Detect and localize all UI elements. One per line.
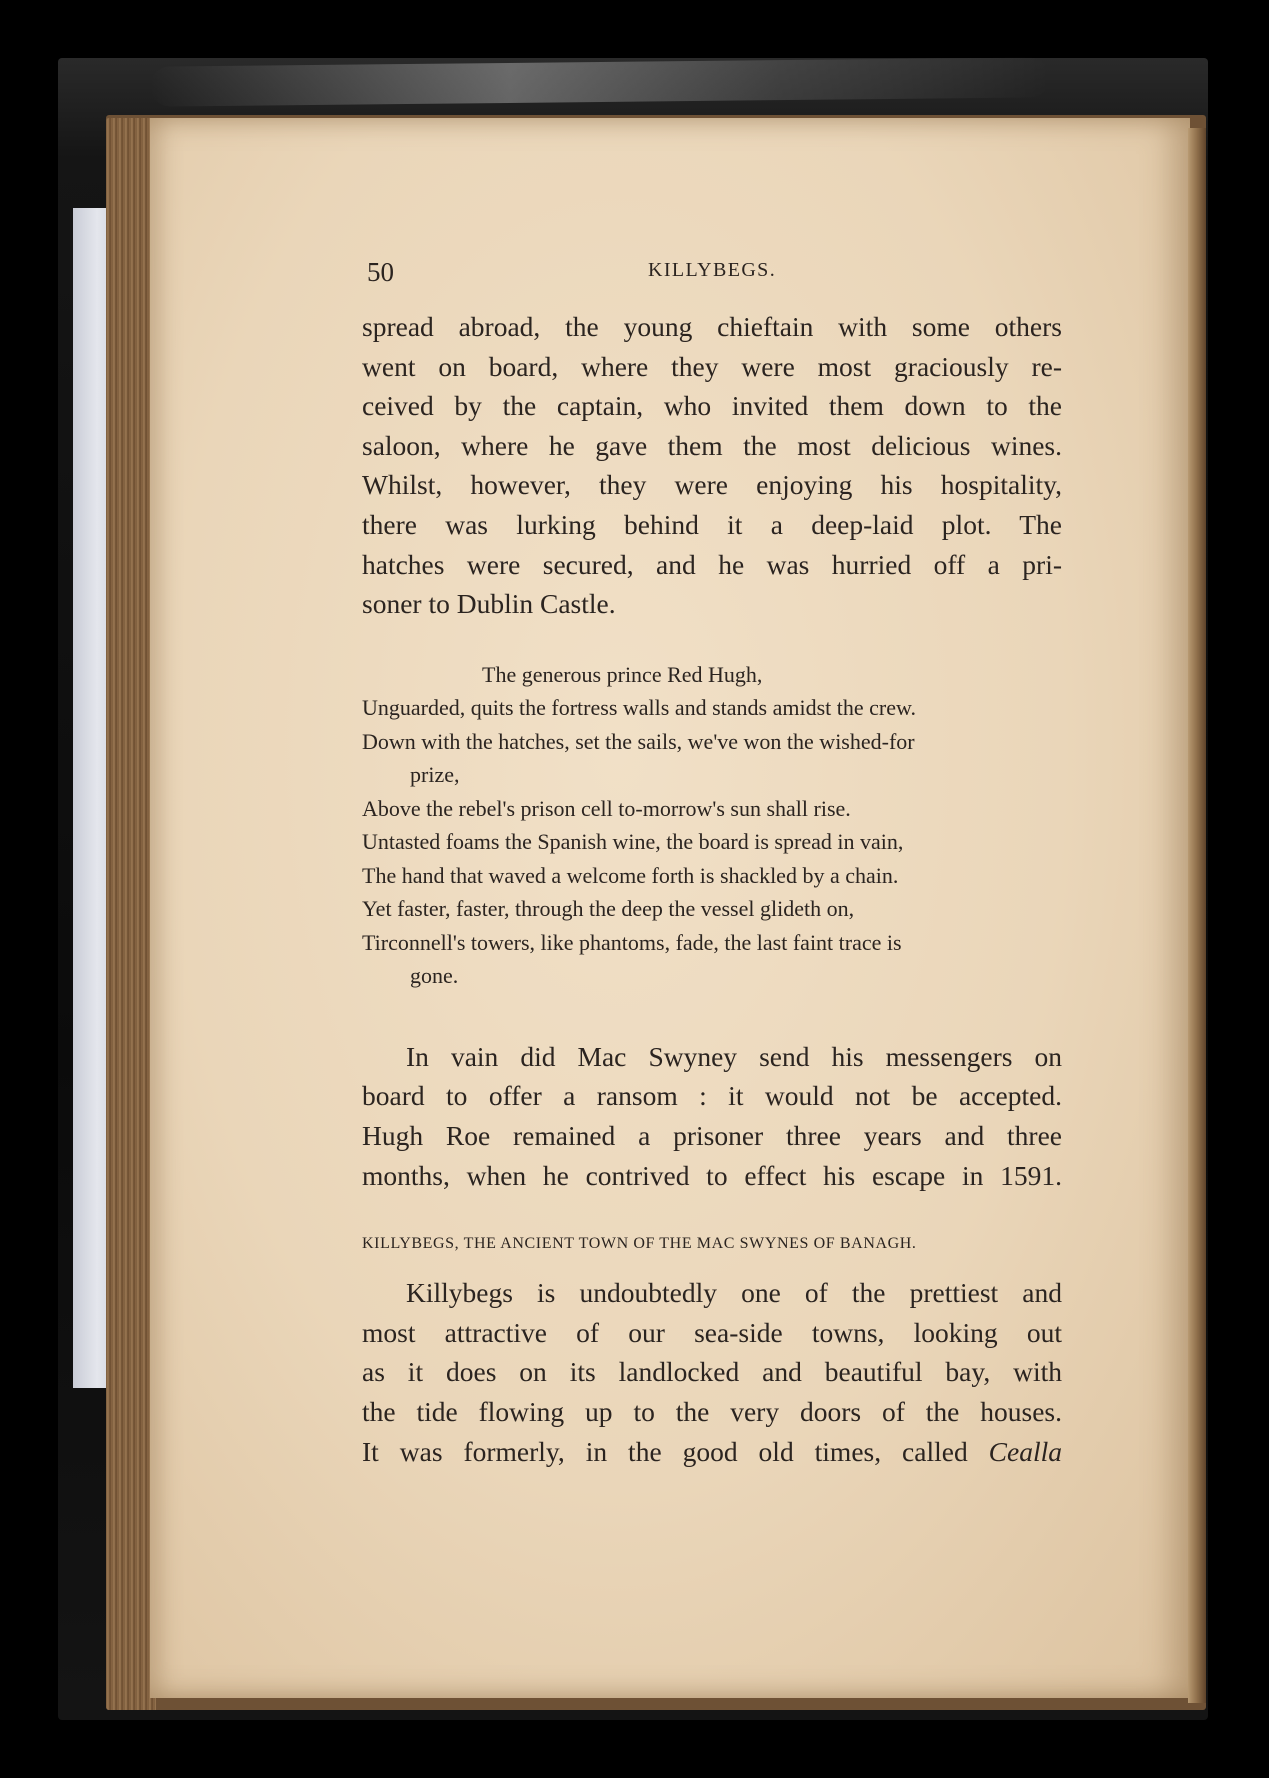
running-title: KILLYBEGS. — [648, 259, 777, 281]
running-head — [362, 255, 1062, 289]
paragraph-3 — [362, 1273, 1062, 1471]
poem-line: Unguarded, quits the fortress walls and stands amidst the crew. — [362, 695, 916, 721]
text-line: ceived by the captain, who invited them down to the — [362, 390, 1062, 422]
text-line: Whilst, however, they were enjoying his hospitality, — [362, 469, 1062, 501]
poem-line: Above the rebel's prison cell to-morrow's sun shall rise. — [362, 795, 851, 821]
section-heading: KILLYBEGS, THE ANCIENT TOWN OF THE MAC SWYNES OF BANAGH. — [362, 1235, 917, 1253]
poem-line: Untasted foams the Spanish wine, the board is spread in vain, — [362, 829, 904, 855]
paragraph-1 — [362, 307, 1062, 624]
text-fragment: It was formerly, in the good old times, called — [362, 1435, 968, 1467]
poem-line: prize, — [410, 762, 460, 788]
poem-line: The hand that waved a welcome forth is shackled by a chain. — [362, 862, 899, 888]
text-line: months, when he contrived to effect his escape in 1591. — [362, 1159, 1062, 1191]
text-line: In vain did Mac Swyney send his messengers on — [406, 1040, 1062, 1072]
text-line: board to offer a ransom : it would not be accepted. — [362, 1080, 1062, 1112]
page-number: 50 — [367, 257, 394, 287]
page-edges — [106, 118, 156, 1710]
text-line — [362, 1432, 1062, 1472]
poem-extract — [362, 658, 1062, 993]
paragraph-2 — [362, 1037, 1062, 1195]
text-line: spread abroad, the young chieftain with some others — [362, 311, 1062, 342]
text-line: there was lurking behind it a deep-laid plot. The — [362, 508, 1062, 540]
text-line: saloon, where he gave them the most delicious wines. — [362, 429, 1062, 461]
text-line: Killybegs is undoubtedly one of the prettiest and — [406, 1277, 1062, 1309]
text-line: as it does on its landlocked and beautiful bay, with — [362, 1356, 1062, 1388]
poem-line: Down with the hatches, set the sails, we've won the wished-for — [362, 728, 915, 754]
poem-line: Tirconnell's towers, like phantoms, fade, the last faint trace is — [362, 929, 902, 955]
poem-line: Yet faster, faster, through the deep the vessel glideth on, — [362, 896, 855, 922]
poem-line: The generous prince Red Hugh, — [482, 661, 763, 687]
text-line: went on board, where they were most graciously re- — [362, 350, 1062, 382]
page-right-edge — [1188, 128, 1206, 1703]
poem-line: gone. — [410, 963, 459, 989]
text-line: the tide flowing up to the very doors of the houses. — [362, 1395, 1062, 1427]
text-line: most attractive of our sea-side towns, looking out — [362, 1316, 1062, 1348]
italic-word: Cealla — [988, 1435, 1063, 1467]
text-line: hatches were secured, and he was hurried off a pri- — [362, 548, 1062, 580]
page-text — [362, 255, 1062, 1471]
text-line: Hugh Roe remained a prisoner three years and three — [362, 1119, 1062, 1151]
text-line: soner to Dublin Castle. — [362, 588, 616, 620]
